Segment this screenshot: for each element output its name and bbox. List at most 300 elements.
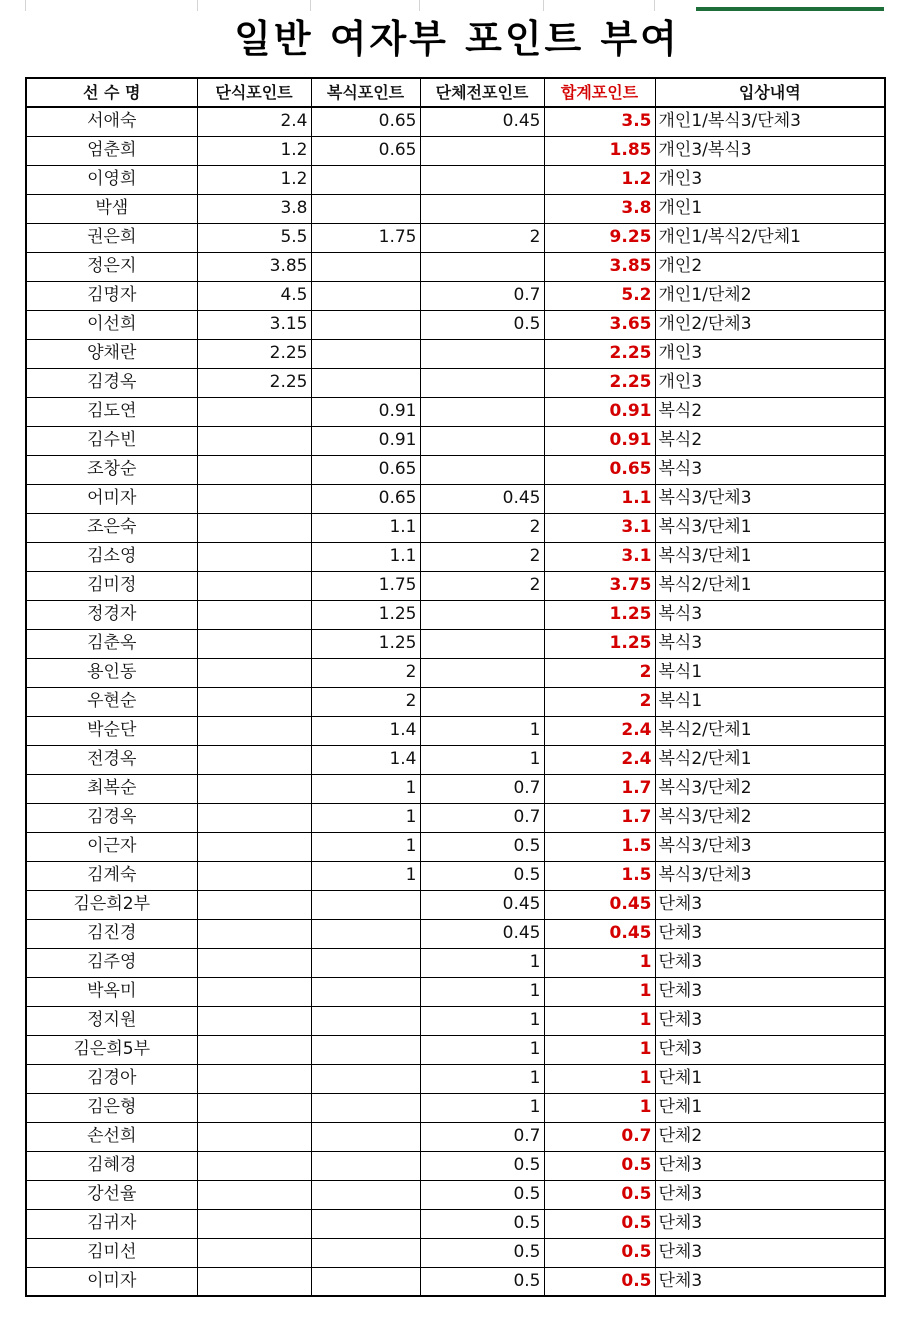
player-name-cell[interactable]: 김춘옥 <box>26 629 197 658</box>
singles-points-cell[interactable] <box>197 774 311 803</box>
table-row <box>26 1180 885 1209</box>
player-name-cell[interactable]: 이미자 <box>26 1267 197 1296</box>
awards-cell[interactable]: 단체3 <box>655 1267 885 1296</box>
singles-points-cell[interactable]: 3.8 <box>197 194 311 223</box>
total-points-cell[interactable]: 1 <box>544 1006 655 1035</box>
awards-cell[interactable]: 단체3 <box>655 919 885 948</box>
player-name-cell[interactable]: 엄춘희 <box>26 136 197 165</box>
singles-points-cell[interactable]: 4.5 <box>197 281 311 310</box>
doubles-points-cell[interactable] <box>311 1151 420 1180</box>
awards-cell[interactable]: 단체3 <box>655 1209 885 1238</box>
table-row <box>26 861 885 890</box>
player-name-cell[interactable]: 정은지 <box>26 252 197 281</box>
team-points-cell[interactable] <box>420 600 544 629</box>
team-points-cell[interactable]: 0.45 <box>420 890 544 919</box>
points-table <box>25 77 886 1297</box>
doubles-points-cell[interactable]: 2 <box>311 687 420 716</box>
awards-cell[interactable]: 단체3 <box>655 1180 885 1209</box>
player-name-cell[interactable]: 김미정 <box>26 571 197 600</box>
singles-points-cell[interactable]: 1.2 <box>197 165 311 194</box>
player-name-cell[interactable]: 김수빈 <box>26 426 197 455</box>
doubles-points-cell[interactable] <box>311 165 420 194</box>
awards-cell[interactable]: 단체3 <box>655 890 885 919</box>
total-points-cell[interactable]: 3.1 <box>544 542 655 571</box>
singles-points-cell[interactable] <box>197 745 311 774</box>
player-name-cell[interactable]: 김명자 <box>26 281 197 310</box>
table-row <box>26 1122 885 1151</box>
table-row <box>26 890 885 919</box>
awards-cell[interactable]: 복식2/단체1 <box>655 571 885 600</box>
player-name-cell[interactable]: 김경아 <box>26 1064 197 1093</box>
total-points-cell[interactable]: 1.5 <box>544 861 655 890</box>
player-name-cell[interactable]: 양채란 <box>26 339 197 368</box>
table-row <box>26 1093 885 1122</box>
table-row <box>26 223 885 252</box>
singles-points-cell[interactable]: 2.25 <box>197 339 311 368</box>
team-points-cell[interactable]: 0.5 <box>420 832 544 861</box>
total-points-cell[interactable]: 5.2 <box>544 281 655 310</box>
total-points-cell[interactable]: 0.65 <box>544 455 655 484</box>
total-points-cell[interactable]: 1.25 <box>544 600 655 629</box>
player-name-cell[interactable]: 김은희2부 <box>26 890 197 919</box>
doubles-points-cell[interactable] <box>311 310 420 339</box>
table-row <box>26 687 885 716</box>
player-name-cell[interactable]: 조은숙 <box>26 513 197 542</box>
table-row <box>26 832 885 861</box>
team-points-cell[interactable]: 0.7 <box>420 803 544 832</box>
singles-points-cell[interactable] <box>197 687 311 716</box>
team-points-cell[interactable] <box>420 165 544 194</box>
total-points-cell[interactable]: 0.7 <box>544 1122 655 1151</box>
table-row <box>26 774 885 803</box>
table-row <box>26 716 885 745</box>
doubles-points-cell[interactable] <box>311 1238 420 1267</box>
table-row <box>26 803 885 832</box>
singles-points-cell[interactable] <box>197 832 311 861</box>
player-name-cell[interactable]: 강선율 <box>26 1180 197 1209</box>
team-points-cell[interactable]: 0.7 <box>420 1122 544 1151</box>
singles-points-cell[interactable] <box>197 1122 311 1151</box>
team-points-cell[interactable]: 0.45 <box>420 107 544 136</box>
doubles-points-cell[interactable]: 0.91 <box>311 426 420 455</box>
total-points-cell[interactable]: 2.4 <box>544 716 655 745</box>
awards-cell[interactable]: 단체2 <box>655 1122 885 1151</box>
team-points-cell[interactable]: 0.5 <box>420 310 544 339</box>
doubles-points-cell[interactable] <box>311 368 420 397</box>
singles-points-cell[interactable] <box>197 1064 311 1093</box>
total-points-cell[interactable]: 1 <box>544 948 655 977</box>
player-name-cell[interactable]: 김진경 <box>26 919 197 948</box>
team-points-cell[interactable] <box>420 455 544 484</box>
table-row <box>26 136 885 165</box>
column-header-team[interactable]: 단체전포인트 <box>420 78 544 107</box>
player-name-cell[interactable]: 김주영 <box>26 948 197 977</box>
total-points-cell[interactable]: 2.4 <box>544 745 655 774</box>
awards-cell[interactable]: 복식3/단체2 <box>655 774 885 803</box>
total-points-cell[interactable]: 0.5 <box>544 1180 655 1209</box>
team-points-cell[interactable]: 0.45 <box>420 919 544 948</box>
doubles-points-cell[interactable] <box>311 252 420 281</box>
awards-cell[interactable]: 복식3/단체1 <box>655 542 885 571</box>
singles-points-cell[interactable] <box>197 1238 311 1267</box>
total-points-cell[interactable]: 0.45 <box>544 890 655 919</box>
doubles-points-cell[interactable] <box>311 1122 420 1151</box>
doubles-points-cell[interactable] <box>311 948 420 977</box>
total-points-cell[interactable]: 1.7 <box>544 803 655 832</box>
player-name-cell[interactable]: 김은희5부 <box>26 1035 197 1064</box>
table-row <box>26 252 885 281</box>
table-row <box>26 1267 885 1296</box>
awards-cell[interactable]: 단체3 <box>655 1006 885 1035</box>
team-points-cell[interactable]: 2 <box>420 571 544 600</box>
player-name-cell[interactable]: 김경옥 <box>26 368 197 397</box>
player-name-cell[interactable]: 이근자 <box>26 832 197 861</box>
singles-points-cell[interactable] <box>197 890 311 919</box>
doubles-points-cell[interactable]: 1.4 <box>311 716 420 745</box>
sheet-cell-edge <box>26 0 198 11</box>
awards-cell[interactable]: 개인1 <box>655 194 885 223</box>
player-name-cell[interactable]: 권은희 <box>26 223 197 252</box>
total-points-cell[interactable]: 3.65 <box>544 310 655 339</box>
team-points-cell[interactable]: 2 <box>420 513 544 542</box>
singles-points-cell[interactable] <box>197 977 311 1006</box>
singles-points-cell[interactable]: 3.15 <box>197 310 311 339</box>
doubles-points-cell[interactable] <box>311 1267 420 1296</box>
awards-cell[interactable]: 복식3 <box>655 455 885 484</box>
table-row <box>26 745 885 774</box>
page-title: 일반 여자부 포인트 부여 <box>234 17 680 61</box>
singles-points-cell[interactable] <box>197 1267 311 1296</box>
awards-cell[interactable]: 단체3 <box>655 1238 885 1267</box>
awards-cell[interactable]: 단체3 <box>655 1151 885 1180</box>
table-row <box>26 281 885 310</box>
awards-cell[interactable]: 복식3 <box>655 600 885 629</box>
awards-cell[interactable]: 복식3/단체3 <box>655 832 885 861</box>
table-row <box>26 658 885 687</box>
table-row <box>26 397 885 426</box>
team-points-cell[interactable]: 0.5 <box>420 1238 544 1267</box>
team-points-cell[interactable]: 0.5 <box>420 1267 544 1296</box>
column-header-name[interactable]: 선 수 명 <box>26 78 197 107</box>
player-name-cell[interactable]: 이영희 <box>26 165 197 194</box>
total-points-cell[interactable]: 2.25 <box>544 368 655 397</box>
total-points-cell[interactable]: 2.25 <box>544 339 655 368</box>
singles-points-cell[interactable]: 5.5 <box>197 223 311 252</box>
table-row <box>26 1238 885 1267</box>
singles-points-cell[interactable] <box>197 455 311 484</box>
table-row <box>26 513 885 542</box>
total-points-cell[interactable]: 1 <box>544 1064 655 1093</box>
sheet-cell-edge <box>420 0 544 11</box>
team-points-cell[interactable] <box>420 339 544 368</box>
team-points-cell[interactable]: 1 <box>420 716 544 745</box>
doubles-points-cell[interactable]: 0.65 <box>311 136 420 165</box>
column-header-doubles[interactable]: 복식포인트 <box>311 78 420 107</box>
player-name-cell[interactable]: 박샘 <box>26 194 197 223</box>
team-points-cell[interactable]: 1 <box>420 745 544 774</box>
awards-cell[interactable]: 개인1/복식2/단체1 <box>655 223 885 252</box>
table-row <box>26 165 885 194</box>
team-points-cell[interactable] <box>420 397 544 426</box>
total-points-cell[interactable]: 1.25 <box>544 629 655 658</box>
team-points-cell[interactable]: 0.45 <box>420 484 544 513</box>
doubles-points-cell[interactable] <box>311 339 420 368</box>
team-points-cell[interactable]: 1 <box>420 1006 544 1035</box>
doubles-points-cell[interactable] <box>311 1064 420 1093</box>
player-name-cell[interactable]: 김계숙 <box>26 861 197 890</box>
awards-cell[interactable]: 개인3 <box>655 339 885 368</box>
table-row <box>26 1151 885 1180</box>
doubles-points-cell[interactable] <box>311 281 420 310</box>
singles-points-cell[interactable] <box>197 658 311 687</box>
team-points-cell[interactable]: 0.5 <box>420 861 544 890</box>
awards-cell[interactable]: 단체1 <box>655 1064 885 1093</box>
singles-points-cell[interactable] <box>197 629 311 658</box>
team-points-cell[interactable]: 1 <box>420 948 544 977</box>
awards-cell[interactable]: 단체1 <box>655 1093 885 1122</box>
spreadsheet-top-strip <box>0 0 914 11</box>
player-name-cell[interactable]: 우현순 <box>26 687 197 716</box>
total-points-cell[interactable]: 1.7 <box>544 774 655 803</box>
team-points-cell[interactable]: 1 <box>420 1035 544 1064</box>
singles-points-cell[interactable] <box>197 948 311 977</box>
doubles-points-cell[interactable]: 1 <box>311 803 420 832</box>
doubles-points-cell[interactable] <box>311 919 420 948</box>
player-name-cell[interactable]: 손선희 <box>26 1122 197 1151</box>
singles-points-cell[interactable] <box>197 1093 311 1122</box>
singles-points-cell[interactable]: 2.4 <box>197 107 311 136</box>
singles-points-cell[interactable] <box>197 513 311 542</box>
awards-cell[interactable]: 개인1/복식3/단체3 <box>655 107 885 136</box>
team-points-cell[interactable]: 0.5 <box>420 1180 544 1209</box>
column-header-singles[interactable]: 단식포인트 <box>197 78 311 107</box>
total-points-cell[interactable]: 1.5 <box>544 832 655 861</box>
player-name-cell[interactable]: 김귀자 <box>26 1209 197 1238</box>
singles-points-cell[interactable] <box>197 861 311 890</box>
team-points-cell[interactable]: 0.7 <box>420 281 544 310</box>
team-points-cell[interactable]: 1 <box>420 1064 544 1093</box>
awards-cell[interactable]: 복식2/단체1 <box>655 745 885 774</box>
singles-points-cell[interactable] <box>197 1151 311 1180</box>
doubles-points-cell[interactable]: 2 <box>311 658 420 687</box>
team-points-cell[interactable] <box>420 252 544 281</box>
singles-points-cell[interactable]: 1.2 <box>197 136 311 165</box>
doubles-points-cell[interactable] <box>311 1035 420 1064</box>
player-name-cell[interactable]: 김소영 <box>26 542 197 571</box>
player-name-cell[interactable]: 정지원 <box>26 1006 197 1035</box>
table-row <box>26 629 885 658</box>
awards-cell[interactable]: 복식2 <box>655 397 885 426</box>
singles-points-cell[interactable] <box>197 600 311 629</box>
table-row <box>26 1209 885 1238</box>
singles-points-cell[interactable] <box>197 571 311 600</box>
player-name-cell[interactable]: 용인동 <box>26 658 197 687</box>
total-points-cell[interactable]: 0.5 <box>544 1209 655 1238</box>
player-name-cell[interactable]: 이선희 <box>26 310 197 339</box>
doubles-points-cell[interactable]: 1 <box>311 832 420 861</box>
awards-cell[interactable]: 복식1 <box>655 658 885 687</box>
total-points-cell[interactable]: 1.1 <box>544 484 655 513</box>
awards-cell[interactable]: 개인3/복식3 <box>655 136 885 165</box>
doubles-points-cell[interactable]: 1.75 <box>311 223 420 252</box>
doubles-points-cell[interactable] <box>311 1093 420 1122</box>
awards-cell[interactable]: 개인2 <box>655 252 885 281</box>
singles-points-cell[interactable]: 2.25 <box>197 368 311 397</box>
doubles-points-cell[interactable] <box>311 1180 420 1209</box>
total-points-cell[interactable]: 0.5 <box>544 1267 655 1296</box>
player-name-cell[interactable]: 김혜경 <box>26 1151 197 1180</box>
singles-points-cell[interactable] <box>197 484 311 513</box>
table-row <box>26 339 885 368</box>
awards-cell[interactable]: 개인3 <box>655 368 885 397</box>
singles-points-cell[interactable] <box>197 1180 311 1209</box>
team-points-cell[interactable]: 1 <box>420 1093 544 1122</box>
doubles-points-cell[interactable]: 1.1 <box>311 513 420 542</box>
table-row <box>26 948 885 977</box>
table-row <box>26 194 885 223</box>
team-points-cell[interactable]: 0.7 <box>420 774 544 803</box>
awards-cell[interactable]: 복식3/단체3 <box>655 861 885 890</box>
table-row <box>26 426 885 455</box>
total-points-cell[interactable]: 1.85 <box>544 136 655 165</box>
team-points-cell[interactable] <box>420 368 544 397</box>
awards-cell[interactable]: 개인2/단체3 <box>655 310 885 339</box>
total-points-cell[interactable]: 0.91 <box>544 397 655 426</box>
player-name-cell[interactable]: 서애숙 <box>26 107 197 136</box>
total-points-cell[interactable]: 3.85 <box>544 252 655 281</box>
awards-cell[interactable]: 복식1 <box>655 687 885 716</box>
singles-points-cell[interactable] <box>197 1035 311 1064</box>
doubles-points-cell[interactable] <box>311 194 420 223</box>
doubles-points-cell[interactable]: 0.65 <box>311 107 420 136</box>
total-points-cell[interactable]: 3.5 <box>544 107 655 136</box>
awards-cell[interactable]: 복식3/단체3 <box>655 484 885 513</box>
player-name-cell[interactable]: 김은형 <box>26 1093 197 1122</box>
table-row <box>26 571 885 600</box>
total-points-cell[interactable]: 0.91 <box>544 426 655 455</box>
table-row <box>26 600 885 629</box>
awards-cell[interactable]: 개인1/단체2 <box>655 281 885 310</box>
total-points-cell[interactable]: 3.8 <box>544 194 655 223</box>
awards-cell[interactable]: 복식2/단체1 <box>655 716 885 745</box>
team-points-cell[interactable] <box>420 136 544 165</box>
total-points-cell[interactable]: 2 <box>544 687 655 716</box>
player-name-cell[interactable]: 박순단 <box>26 716 197 745</box>
awards-cell[interactable]: 복식3 <box>655 629 885 658</box>
table-row <box>26 1035 885 1064</box>
table-row <box>26 368 885 397</box>
doubles-points-cell[interactable] <box>311 977 420 1006</box>
table-row <box>26 310 885 339</box>
doubles-points-cell[interactable]: 1.25 <box>311 600 420 629</box>
total-points-cell[interactable]: 0.5 <box>544 1151 655 1180</box>
header-row <box>26 78 885 107</box>
player-name-cell[interactable]: 전경옥 <box>26 745 197 774</box>
total-points-cell[interactable]: 3.1 <box>544 513 655 542</box>
team-points-cell[interactable]: 2 <box>420 223 544 252</box>
singles-points-cell[interactable] <box>197 919 311 948</box>
player-name-cell[interactable]: 김도연 <box>26 397 197 426</box>
team-points-cell[interactable] <box>420 426 544 455</box>
table-row <box>26 542 885 571</box>
team-points-cell[interactable]: 2 <box>420 542 544 571</box>
total-points-cell[interactable]: 2 <box>544 658 655 687</box>
player-name-cell[interactable]: 최복순 <box>26 774 197 803</box>
doubles-points-cell[interactable]: 0.65 <box>311 455 420 484</box>
total-points-cell[interactable]: 1.2 <box>544 165 655 194</box>
doubles-points-cell[interactable]: 1 <box>311 861 420 890</box>
singles-points-cell[interactable] <box>197 542 311 571</box>
awards-cell[interactable]: 단체3 <box>655 1035 885 1064</box>
table-row <box>26 484 885 513</box>
sheet-cell-edge <box>311 0 420 11</box>
total-points-cell[interactable]: 1 <box>544 1093 655 1122</box>
doubles-points-cell[interactable]: 0.65 <box>311 484 420 513</box>
total-points-cell[interactable]: 0.5 <box>544 1238 655 1267</box>
team-points-cell[interactable]: 0.5 <box>420 1209 544 1238</box>
singles-points-cell[interactable] <box>197 1209 311 1238</box>
doubles-points-cell[interactable]: 1.75 <box>311 571 420 600</box>
player-name-cell[interactable]: 박옥미 <box>26 977 197 1006</box>
table-row <box>26 1064 885 1093</box>
player-name-cell[interactable]: 김경옥 <box>26 803 197 832</box>
singles-points-cell[interactable] <box>197 1006 311 1035</box>
total-points-cell[interactable]: 3.75 <box>544 571 655 600</box>
column-header-total[interactable]: 합계포인트 <box>544 78 655 107</box>
singles-points-cell[interactable]: 3.85 <box>197 252 311 281</box>
awards-cell[interactable]: 단체3 <box>655 948 885 977</box>
singles-points-cell[interactable] <box>197 397 311 426</box>
doubles-points-cell[interactable]: 0.91 <box>311 397 420 426</box>
team-points-cell[interactable] <box>420 687 544 716</box>
table-row <box>26 1006 885 1035</box>
table-row <box>26 107 885 136</box>
doubles-points-cell[interactable]: 1.25 <box>311 629 420 658</box>
doubles-points-cell[interactable] <box>311 1006 420 1035</box>
awards-cell[interactable]: 단체3 <box>655 977 885 1006</box>
doubles-points-cell[interactable]: 1.4 <box>311 745 420 774</box>
awards-cell[interactable]: 개인3 <box>655 165 885 194</box>
team-points-cell[interactable]: 0.5 <box>420 1151 544 1180</box>
team-points-cell[interactable] <box>420 194 544 223</box>
player-name-cell[interactable]: 조창순 <box>26 455 197 484</box>
team-points-cell[interactable]: 1 <box>420 977 544 1006</box>
total-points-cell[interactable]: 1 <box>544 1035 655 1064</box>
singles-points-cell[interactable] <box>197 426 311 455</box>
total-points-cell[interactable]: 9.25 <box>544 223 655 252</box>
doubles-points-cell[interactable]: 1.1 <box>311 542 420 571</box>
player-name-cell[interactable]: 어미자 <box>26 484 197 513</box>
team-points-cell[interactable] <box>420 658 544 687</box>
sheet-cell-edge <box>544 0 655 11</box>
total-points-cell[interactable]: 0.45 <box>544 919 655 948</box>
doubles-points-cell[interactable]: 1 <box>311 774 420 803</box>
singles-points-cell[interactable] <box>197 803 311 832</box>
total-points-cell[interactable]: 1 <box>544 977 655 1006</box>
team-points-cell[interactable] <box>420 629 544 658</box>
awards-cell[interactable]: 복식2 <box>655 426 885 455</box>
player-name-cell[interactable]: 정경자 <box>26 600 197 629</box>
table-row <box>26 919 885 948</box>
column-header-awards[interactable]: 입상내역 <box>655 78 885 107</box>
doubles-points-cell[interactable] <box>311 890 420 919</box>
awards-cell[interactable]: 복식3/단체1 <box>655 513 885 542</box>
doubles-points-cell[interactable] <box>311 1209 420 1238</box>
awards-cell[interactable]: 복식3/단체2 <box>655 803 885 832</box>
singles-points-cell[interactable] <box>197 716 311 745</box>
player-name-cell[interactable]: 김미선 <box>26 1238 197 1267</box>
table-row <box>26 977 885 1006</box>
